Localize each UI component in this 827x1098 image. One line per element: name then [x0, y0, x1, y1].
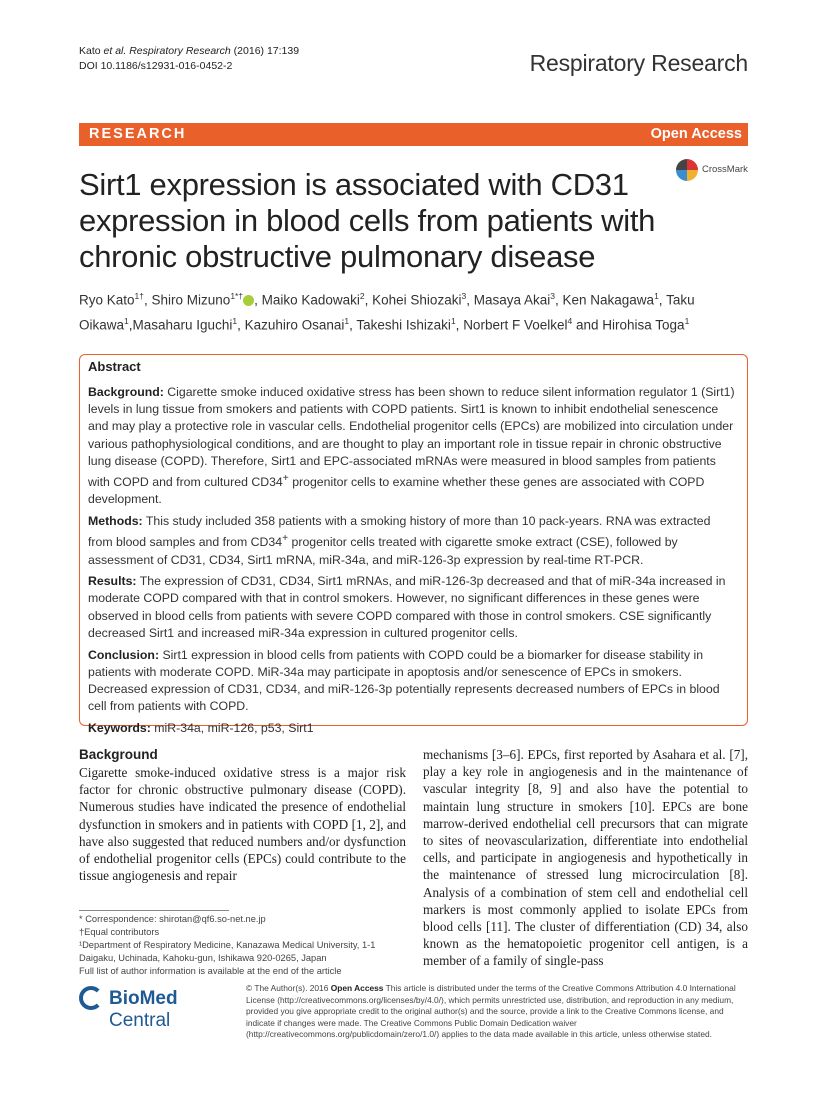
- author-separator: ,: [455, 317, 464, 332]
- crossmark-icon: [676, 159, 698, 181]
- equal-contributors-note: †Equal contributors: [79, 927, 160, 937]
- author-affiliation: 1: [344, 315, 350, 326]
- body-right-column: [423, 746, 748, 970]
- body-left-column: [79, 746, 406, 884]
- author-affiliation: 4: [567, 315, 573, 326]
- author-separator: ,: [349, 317, 357, 332]
- author-list: [79, 286, 759, 335]
- body-paragraph: mechanisms [3–6]. EPCs, first reported by Asahara et al. [7], play a key role in angiogenesis and in the maintenance of vascular integrity [8, 9] and also have the potential to maintain lung structure in smokers [10]. EPCs are bone marrow-derived endothelial cell precursors that can migrate to sites of neovascularization, differentiate into endothelial cells, and participate in angiogenesis and hypothetically in the maintenance of stressed lung microcirculation [8]. Analysis of a combination of stem cell and endothelial cell markers is most commonly applied to isolate EPCs from blood cells [11]. The cluster of differentiation (CD) 34, also known as the hematopoietic progenitor cell antigen, is a member of a family of single-pass: [423, 747, 748, 969]
- publisher-logo: [79, 986, 239, 1031]
- journal-name: Respiratory Research: [529, 50, 748, 76]
- author-name: Kohei Shiozaki: [372, 292, 462, 308]
- article-header: [79, 44, 299, 74]
- crossmark-label: CrossMark: [702, 164, 748, 175]
- author-affiliation: 1: [654, 291, 659, 301]
- author-separator: ,: [128, 317, 133, 332]
- author-name: Ryo Kato: [79, 292, 135, 308]
- author-name: Masaharu Iguchi: [132, 317, 233, 332]
- author-separator: ,: [364, 292, 373, 308]
- author-affiliation: 1: [232, 315, 238, 326]
- section-banner: [79, 123, 748, 146]
- author-affiliation: 3: [550, 291, 555, 301]
- author-separator: ,: [554, 292, 563, 308]
- full-list-note: Full list of author information is available at the end of the article: [79, 966, 342, 976]
- publisher-wordmark: BioMed Central: [109, 988, 178, 1031]
- citation-journal: et al. Respiratory Research: [103, 45, 231, 57]
- orcid-icon[interactable]: [243, 295, 254, 306]
- citation-authors: Kato: [79, 45, 104, 57]
- author-affiliation: 2: [359, 291, 365, 301]
- abstract-heading: Abstract: [88, 359, 141, 374]
- crossmark-badge[interactable]: [676, 159, 748, 185]
- author-separator: and: [572, 317, 603, 332]
- abstract-results: Results: The expression of CD31, CD34, Sirt1 mRNAs, and miR-126-3p decreased and that of miR-34a increased in moderate COPD compared with that in control smokers. However, no significant differences in these genes were observed in blood cells from patients with severe COPD compared with those in control smokers. CSE significantly decreased Sirt1 and increased miR-34a expression in cultured progenitor cells.: [88, 574, 726, 640]
- author-affiliation: 3: [461, 291, 467, 301]
- author-name: Maiko Kadowaki: [261, 292, 360, 308]
- article-title: Sirt1 expression is associated with CD31 expression in blood cells from patients with chronic obstructive pulmonary disease: [79, 167, 656, 274]
- author-separator: ,: [658, 292, 667, 308]
- doi[interactable]: DOI 10.1186/s12931-016-0452-2: [79, 60, 233, 72]
- section-heading-background: Background: [79, 747, 158, 762]
- author-name: Hirohisa Toga: [602, 317, 685, 332]
- author-name: Masaya Akai: [473, 292, 551, 308]
- author-separator: ,: [254, 292, 262, 308]
- abstract-body: [88, 384, 738, 742]
- section-label: RESEARCH: [89, 126, 187, 142]
- abstract-background: Background: Cigarette smoke induced oxidative stress has been shown to reduce silent information regulator 1 (Sirt1) levels in lung tissue from smokers and patients with COPD patients. Sirt1 is known to inhibit endothelial senescence and may play a protective role in vascular cells. Endothelial progenitor cells (EPCs) are mobilized into circulation under various pathophysiological conditions, and are thought to play an important role in tissue repair in chronic obstructive lung disease (COPD). Therefore, Sirt1 and EPC-associated mRNAs were measured in blood samples from patients with COPD and from cultured CD34+ progenitor cells to examine whether these genes are associated with COPD development.: [88, 385, 735, 507]
- author-name: Shiro Mizuno: [151, 292, 231, 308]
- author-affiliation: 1: [684, 315, 690, 326]
- author-affiliation: 1*†: [230, 291, 244, 301]
- abstract-conclusion: Conclusion: Sirt1 expression in blood cells from patients with COPD could be a biomarker for disease stability in patients with moderate COPD. MiR-34a may participate in apoptosis and/or senescence of EPCs in smokers. Decreased expression of CD31, CD34, and miR-126-3p potentially represents decreased numbers of EPCs in blood cell from patients with COPD.: [88, 647, 720, 714]
- author-name: Taku Oikawa: [79, 292, 695, 332]
- author-separator: ,: [144, 292, 152, 308]
- abstract-keywords: Keywords: miR-34a, miR-126, p53, Sirt1: [88, 720, 314, 735]
- publisher-ring-icon: [79, 986, 103, 1010]
- affiliation-note: ¹Department of Respiratory Medicine, Kanazawa Medical University, 1-1: [79, 940, 376, 950]
- body-paragraph: Cigarette smoke-induced oxidative stress is a major risk factor for chronic obstructive pulmonary disease (COPD). Numerous studies have indicated the presence of endothelial dysfunction in smokers and in patients with COPD [1, 2], and have also suggested that reduced numbers and/or dysfunction of endothelial progenitor cells (EPCs) could contribute to the tissue angiogenesis and repair: [79, 765, 406, 884]
- abstract-methods: Methods: This study included 358 patients with a smoking history of more than 10 pack-years. RNA was extracted from blood samples and from CD34+ progenitor cells treated with cigarette smoke extract (CSE), followed by assessment of CD31, CD34, Sirt1 mRNA, miR-34a, and miR-126-3p expression by real-time RT-PCR.: [88, 514, 711, 567]
- author-affiliation: 1†: [134, 291, 144, 301]
- license-statement: © The Author(s). 2016 Open Access This article is distributed under the terms of the Creative Commons Attribution 4.0 International License (http://creativecommons.org/licenses/by/4.0/), which permits unrestricted use, distribution, and reproduction in any medium, provided you give appropriate credit to the original author(s) and the source, provide a link to the Creative Commons license, and indicate if changes were made. The Creative Commons Public Domain Dedication waiver (http://creativecommons.org/publicdomain/zero/1.0/) applies to the data made available in this article, unless otherwise stated.: [246, 983, 736, 1040]
- affiliation-note-cont: Daigaku, Uchinada, Kahoku-gun, Ishikawa 920-0265, Japan: [79, 953, 327, 963]
- correspondence-note[interactable]: * Correspondence: shirotan@qf6.so-net.ne.jp: [79, 914, 266, 924]
- citation-line: [79, 44, 299, 59]
- footnotes: [79, 913, 406, 978]
- footnote-divider: [79, 910, 229, 911]
- author-affiliation: 1: [450, 315, 456, 326]
- author-name: Norbert F Voelkel: [463, 317, 568, 332]
- citation-volume: (2016) 17:139: [230, 45, 300, 57]
- open-access-label: Open Access: [650, 126, 742, 142]
- author-name: Takeshi Ishizaki: [356, 317, 451, 332]
- author-name: Kazuhiro Osanai: [244, 317, 345, 332]
- author-affiliation: 1: [124, 315, 129, 326]
- author-separator: ,: [466, 292, 474, 308]
- author-separator: ,: [237, 317, 245, 332]
- author-name: Ken Nakagawa: [562, 292, 655, 308]
